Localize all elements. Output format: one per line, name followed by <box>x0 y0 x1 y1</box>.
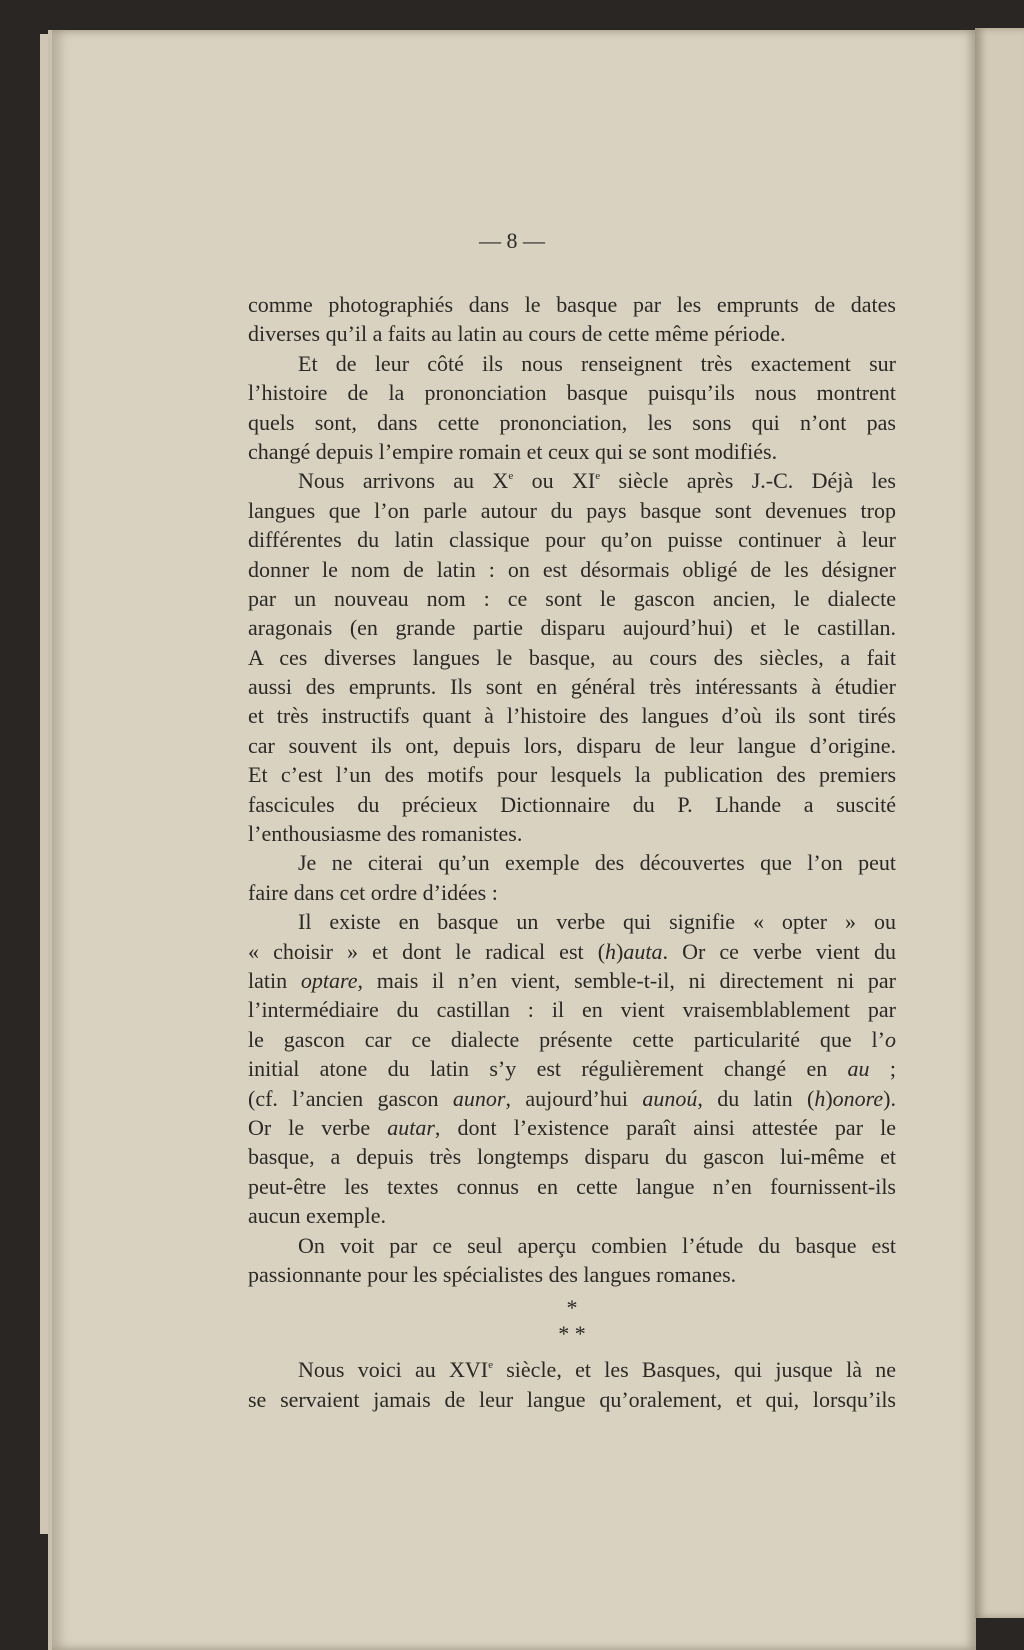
text-line <box>248 496 896 525</box>
text-line <box>248 408 896 437</box>
text-line <box>248 937 896 966</box>
text-segment: différentes du latin classique pour qu’on puisse continuer à leur <box>248 527 896 553</box>
text-segment: aucun exemple. <box>248 1203 387 1229</box>
text-segment: ) <box>825 1085 833 1111</box>
text-segment: et très instructifs quant à l’histoire des langues d’où ils sont tirés <box>248 703 896 729</box>
text-segment: se servaient jamais de leur langue qu’oralement, et qui, lorsqu’ils <box>248 1386 896 1412</box>
text-line <box>248 878 896 907</box>
text-line <box>248 1355 896 1384</box>
text-line <box>248 731 896 760</box>
text-segment: (cf. l’ancien gascon <box>248 1085 453 1111</box>
separator-asterisk-top: * <box>566 1295 578 1321</box>
superscript: e <box>488 1359 493 1372</box>
text-segment: fascicules du précieux Dictionnaire du P. Lhande a suscité <box>248 791 896 817</box>
text-segment: siècle après J.-C. Déjà les <box>600 468 896 494</box>
text-line <box>248 466 896 495</box>
text-segment: aussi des emprunts. Ils sont en général très intéressants à étudier <box>248 674 896 700</box>
text-line <box>248 1231 896 1260</box>
italic-term: aunoú <box>642 1085 698 1111</box>
text-segment: Et c’est l’un des motifs pour lesquels la publication des premiers <box>248 762 896 788</box>
text-segment: Et de leur côté ils nous renseignent très exactement sur <box>298 350 896 376</box>
superscript: e <box>508 470 514 483</box>
text-segment: changé depuis l’empire romain et ceux qui se sont modifiés. <box>248 438 778 464</box>
text-segment: l’enthousiasme des romanistes. <box>248 821 523 847</box>
text-block-next-section <box>248 1355 896 1414</box>
text-segment: siècle, et les Basques, qui jusque là ne <box>492 1357 896 1383</box>
text-segment: Nous arrivons au X <box>298 468 509 494</box>
text-segment: , dont l’existence paraît ainsi attestée par le <box>434 1114 896 1140</box>
text-line <box>248 555 896 584</box>
text-line <box>248 1142 896 1171</box>
text-segment: diverses qu’il a faits au latin au cours de cette même période. <box>248 321 786 347</box>
text-segment: , mais il n’en vient, semble-t-il, ni directement ni par <box>357 967 897 993</box>
italic-term: h <box>814 1085 826 1111</box>
text-line <box>248 819 896 848</box>
text-line <box>248 1201 896 1230</box>
text-line <box>248 672 896 701</box>
page-number: — 8 — <box>479 228 545 253</box>
text-line <box>248 437 896 466</box>
text-segment: ; <box>869 1056 896 1082</box>
text-segment: Nous voici au XVI <box>298 1357 489 1383</box>
italic-term: au <box>847 1056 870 1082</box>
text-segment: ) <box>616 938 624 964</box>
text-segment: car souvent ils ont, depuis lors, disparu de leur langue d’origine. <box>248 732 896 758</box>
text-segment: peut-être les textes connus en cette langue n’en fournissent-ils <box>248 1173 896 1199</box>
text-line <box>248 1113 896 1142</box>
text-line <box>248 290 896 319</box>
italic-term: auta <box>623 938 663 964</box>
text-line <box>248 701 896 730</box>
italic-term: h <box>605 938 617 964</box>
italic-term: optare <box>300 967 358 993</box>
text-segment: Or le verbe <box>248 1114 388 1140</box>
text-block-main <box>248 290 896 1289</box>
separator-asterisks-bottom: * * <box>558 1321 586 1347</box>
text-segment: ou XI <box>513 468 596 494</box>
text-line <box>248 760 896 789</box>
text-line <box>248 1084 896 1113</box>
text-segment: donner le nom de latin : on est désormais obligé de les désigner <box>248 556 896 582</box>
section-separator <box>248 1289 896 1355</box>
text-segment: latin <box>248 967 301 993</box>
text-segment: « choisir » et dont le radical est ( <box>248 938 606 964</box>
text-line <box>248 319 896 348</box>
text-segment: comme photographiés dans le basque par les emprunts de dates <box>248 292 896 317</box>
text-line <box>248 995 896 1024</box>
text-segment: Je ne citerai qu’un exemple des découvertes que l’on peut <box>298 850 896 876</box>
italic-term: autar <box>387 1114 435 1140</box>
text-segment: On voit par ce seul aperçu combien l’étude du basque est <box>298 1232 896 1258</box>
text-segment: par un nouveau nom : ce sont le gascon ancien, le dialecte <box>248 585 896 611</box>
facing-page-edge <box>975 28 1024 1618</box>
italic-term: onore <box>832 1085 884 1111</box>
text-segment: langues que l’on parle autour du pays basque sont devenues trop <box>248 497 896 523</box>
text-line <box>248 848 896 877</box>
text-segment: initial atone du latin s’y est régulièrement changé en <box>248 1056 848 1082</box>
text-line <box>248 1054 896 1083</box>
text-line <box>248 1172 896 1201</box>
text-line <box>248 907 896 936</box>
text-segment: faire dans cet ordre d’idées : <box>248 879 498 905</box>
text-line <box>248 378 896 407</box>
text-line <box>248 643 896 672</box>
text-line <box>248 790 896 819</box>
text-segment: quels sont, dans cette prononciation, les sons qui n’ont pas <box>248 409 896 435</box>
text-segment: basque, a depuis très longtemps disparu du gascon lui-même et <box>248 1144 896 1170</box>
text-line <box>248 966 896 995</box>
body-text <box>248 290 896 1414</box>
italic-term: aunor <box>452 1085 506 1111</box>
text-segment: . Or ce verbe vient du <box>662 938 896 964</box>
text-line <box>248 1260 896 1289</box>
text-line <box>248 525 896 554</box>
italic-term: o <box>885 1026 896 1052</box>
text-line <box>248 584 896 613</box>
text-segment: ). <box>883 1085 896 1111</box>
text-segment: le gascon car ce dialecte présente cette particularité que l’ <box>248 1026 885 1052</box>
text-segment: l’histoire de la prononciation basque puisqu’ils nous montrent <box>248 380 896 406</box>
text-segment: A ces diverses langues le basque, au cours des siècles, a fait <box>248 644 896 670</box>
text-segment: , du latin ( <box>697 1085 815 1111</box>
text-line <box>248 613 896 642</box>
text-segment: aragonais (en grande partie disparu aujourd’hui) et le castillan. <box>248 615 896 641</box>
text-segment: Il existe en basque un verbe qui signifie « opter » ou <box>298 909 896 935</box>
text-segment: l’intermédiaire du castillan : il en vient vraisemblablement par <box>248 997 896 1023</box>
superscript: e <box>595 470 601 483</box>
text-segment: passionnante pour les spécialistes des langues romanes. <box>248 1261 737 1287</box>
text-line <box>248 1385 896 1414</box>
text-line <box>248 1025 896 1054</box>
text-line <box>248 349 896 378</box>
text-segment: , aujourd’hui <box>505 1085 643 1111</box>
